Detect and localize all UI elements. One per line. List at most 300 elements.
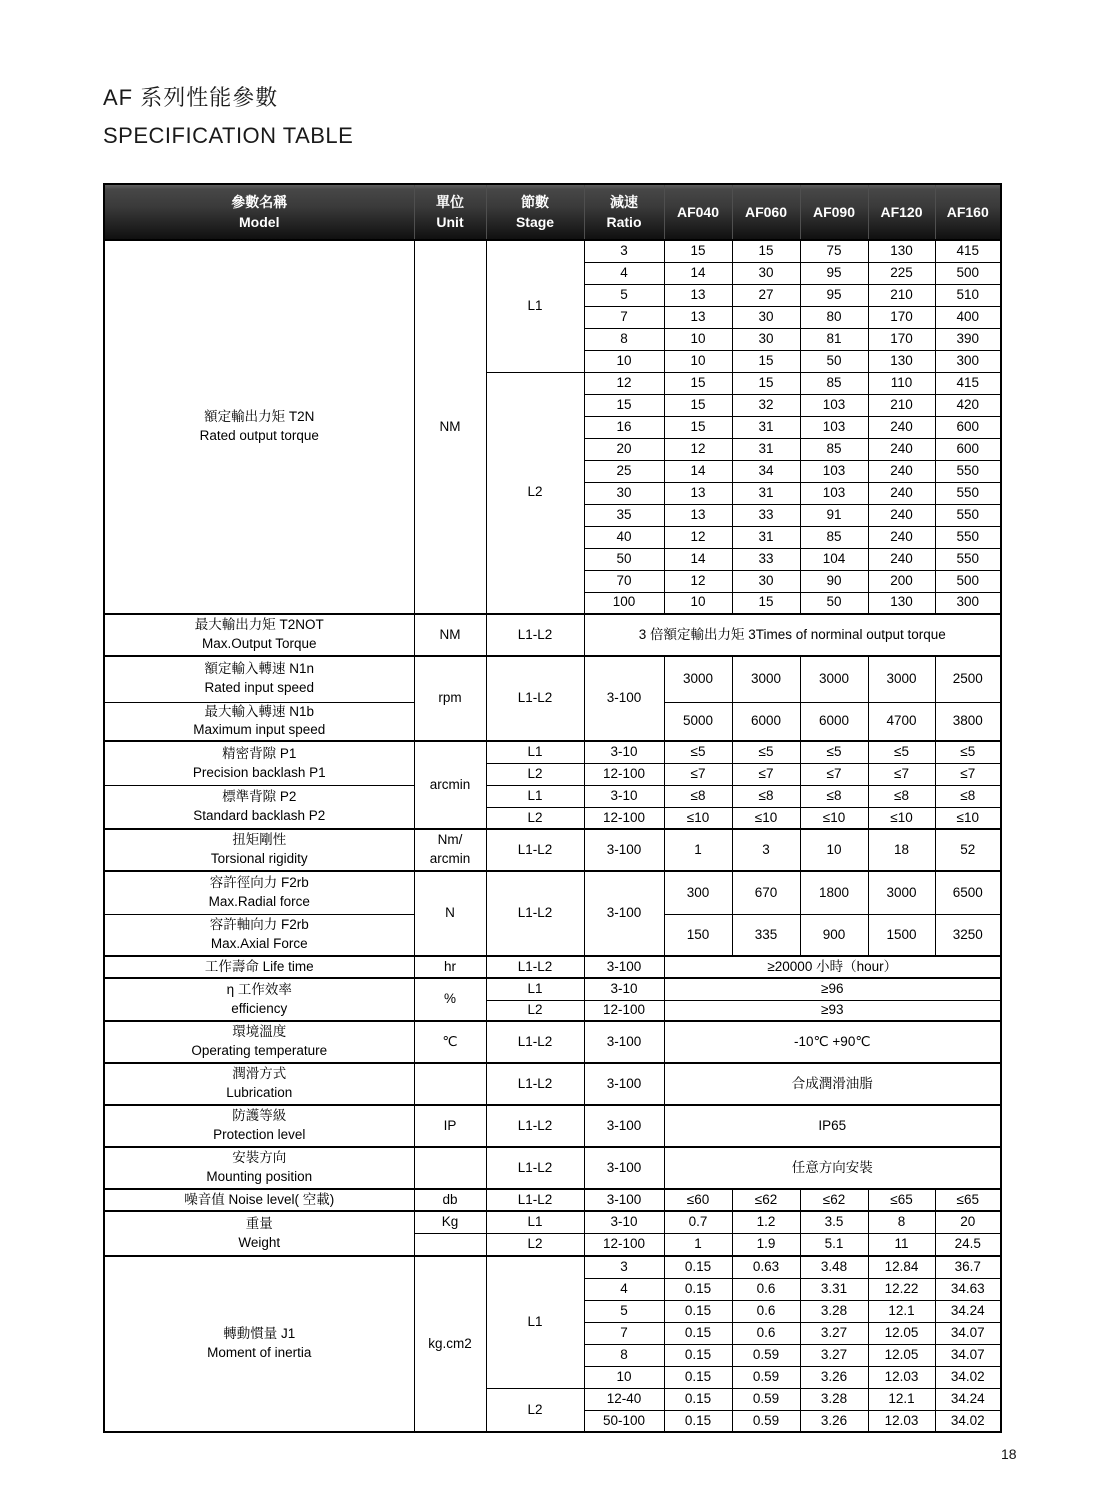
value-cell: 0.15 (664, 1344, 732, 1366)
value-cell: ≤8 (935, 785, 1001, 807)
ratio-cell: 10 (584, 1366, 664, 1388)
merged-value-cell: 任意方向安裝 (664, 1147, 1001, 1189)
ratio-cell: 3 (584, 240, 664, 262)
value-cell: 0.59 (732, 1410, 800, 1432)
ratio-cell: 15 (584, 394, 664, 416)
stage-cell: L1 (486, 741, 584, 763)
ratio-cell: 30 (584, 482, 664, 504)
value-cell: 11 (868, 1233, 935, 1256)
value-cell: 103 (800, 460, 868, 482)
merged-value-cell: -10℃ +90℃ (664, 1021, 1001, 1063)
value-cell: 31 (732, 526, 800, 548)
value-cell: 6000 (800, 702, 868, 741)
unit-cell (414, 1147, 486, 1189)
header-af060: AF060 (732, 184, 800, 240)
value-cell: 12 (664, 526, 732, 548)
value-cell: 300 (935, 592, 1001, 614)
spec-table (103, 183, 1002, 1433)
ratio-cell: 3-100 (584, 1063, 664, 1105)
value-cell: 1.9 (732, 1233, 800, 1256)
param-label: 環境溫度 Operating temperature (104, 1021, 414, 1063)
stage-cell: L2 (486, 807, 584, 829)
param-label: 額定輸出力矩 T2N Rated output torque (104, 240, 414, 614)
value-cell: 0.15 (664, 1322, 732, 1344)
value-cell: 20 (935, 1211, 1001, 1233)
page-title-zh: AF 系列性能參數 (103, 85, 279, 110)
param-label: 防護等級 Protection level (104, 1105, 414, 1147)
value-cell: 3000 (664, 656, 732, 702)
value-cell: 81 (800, 328, 868, 350)
value-cell: ≤60 (664, 1189, 732, 1211)
stage-cell: L2 (486, 763, 584, 785)
value-cell: 5000 (664, 702, 732, 741)
value-cell: 240 (868, 482, 935, 504)
value-cell: 8 (868, 1211, 935, 1233)
value-cell: 550 (935, 548, 1001, 570)
value-cell: 27 (732, 284, 800, 306)
ratio-cell: 12 (584, 372, 664, 394)
stage-cell: L1-L2 (486, 1021, 584, 1063)
value-cell: ≤65 (935, 1189, 1001, 1211)
value-cell: 80 (800, 306, 868, 328)
value-cell: 10 (664, 328, 732, 350)
value-cell: 15 (732, 592, 800, 614)
stage-cell: L1 (486, 785, 584, 807)
param-label: 轉動慣量 J1 Moment of inertia (104, 1256, 414, 1432)
merged-value-cell: IP65 (664, 1105, 1001, 1147)
value-cell: ≤8 (732, 785, 800, 807)
value-cell: 3000 (732, 656, 800, 702)
value-cell: ≤5 (868, 741, 935, 763)
value-cell: 90 (800, 570, 868, 592)
ratio-cell: 3-100 (584, 956, 664, 978)
value-cell: 0.59 (732, 1366, 800, 1388)
value-cell: 0.15 (664, 1366, 732, 1388)
unit-cell: IP (414, 1105, 486, 1147)
unit-cell: N (414, 871, 486, 956)
value-cell: ≤10 (664, 807, 732, 829)
table-row (104, 829, 1001, 871)
ratio-cell: 3 (584, 1256, 664, 1278)
value-cell: 0.63 (732, 1256, 800, 1278)
value-cell: 3.27 (800, 1322, 868, 1344)
param-label: 標準背隙 P2 Standard backlash P2 (104, 785, 414, 829)
value-cell: 12.1 (868, 1388, 935, 1410)
value-cell: 3.26 (800, 1366, 868, 1388)
value-cell: 3.28 (800, 1388, 868, 1410)
stage-cell: L1-L2 (486, 1063, 584, 1105)
table-row (104, 956, 1001, 978)
spec-table-header (104, 184, 1001, 240)
ratio-cell: 4 (584, 1278, 664, 1300)
value-cell: ≤5 (800, 741, 868, 763)
value-cell: 130 (868, 240, 935, 262)
header-unit: 單位 Unit (414, 184, 486, 240)
merged-value-cell: ≥96 (664, 978, 1001, 1000)
ratio-cell: 12-100 (584, 1233, 664, 1256)
ratio-cell: 7 (584, 306, 664, 328)
value-cell: 1800 (800, 871, 868, 914)
value-cell: 10 (664, 592, 732, 614)
ratio-cell: 40 (584, 526, 664, 548)
table-row (104, 240, 1001, 262)
param-label: 潤滑方式 Lubrication (104, 1063, 414, 1105)
table-row (104, 614, 1001, 656)
param-label: 安裝方向 Mounting position (104, 1147, 414, 1189)
ratio-cell: 3-100 (584, 829, 664, 871)
value-cell: 103 (800, 394, 868, 416)
value-cell: 12.05 (868, 1322, 935, 1344)
param-label: η 工作效率 efficiency (104, 978, 414, 1021)
value-cell: 110 (868, 372, 935, 394)
stage-cell: L1 (486, 1256, 584, 1388)
value-cell: 335 (732, 914, 800, 956)
value-cell: 12 (664, 438, 732, 460)
value-cell: 14 (664, 548, 732, 570)
unit-cell (414, 1063, 486, 1105)
value-cell: 670 (732, 871, 800, 914)
value-cell: 4700 (868, 702, 935, 741)
value-cell: 30 (732, 570, 800, 592)
value-cell: 1500 (868, 914, 935, 956)
value-cell: 13 (664, 482, 732, 504)
value-cell: 3.31 (800, 1278, 868, 1300)
value-cell: 0.6 (732, 1322, 800, 1344)
table-row (104, 978, 1001, 1000)
value-cell: 36.7 (935, 1256, 1001, 1278)
stage-cell: L1-L2 (486, 1147, 584, 1189)
header-af090: AF090 (800, 184, 868, 240)
page-number: 18 (1001, 1446, 1017, 1462)
value-cell: 10 (800, 829, 868, 871)
ratio-cell: 3-10 (584, 1211, 664, 1233)
value-cell: 14 (664, 262, 732, 284)
ratio-cell: 3-100 (584, 1105, 664, 1147)
page-title-en: SPECIFICATION TABLE (103, 123, 354, 149)
unit-cell (414, 1233, 486, 1256)
param-label: 精密背隙 P1 Precision backlash P1 (104, 741, 414, 785)
value-cell: 3.5 (800, 1211, 868, 1233)
value-cell: 85 (800, 372, 868, 394)
value-cell: 0.15 (664, 1410, 732, 1432)
value-cell: 34.07 (935, 1322, 1001, 1344)
value-cell: ≤65 (868, 1189, 935, 1211)
value-cell: 18 (868, 829, 935, 871)
table-row (104, 1063, 1001, 1105)
value-cell: ≤7 (868, 763, 935, 785)
value-cell: 3 (732, 829, 800, 871)
value-cell: 3800 (935, 702, 1001, 741)
value-cell: 95 (800, 284, 868, 306)
ratio-cell: 7 (584, 1322, 664, 1344)
value-cell: 12.03 (868, 1410, 935, 1432)
unit-cell: % (414, 978, 486, 1021)
table-row (104, 741, 1001, 763)
value-cell: 3000 (868, 656, 935, 702)
value-cell: 3000 (868, 871, 935, 914)
ratio-cell: 25 (584, 460, 664, 482)
value-cell: 32 (732, 394, 800, 416)
unit-cell: rpm (414, 656, 486, 741)
value-cell: 0.7 (664, 1211, 732, 1233)
value-cell: 34 (732, 460, 800, 482)
ratio-cell: 3-100 (584, 1189, 664, 1211)
value-cell: 0.15 (664, 1300, 732, 1322)
value-cell: 3.26 (800, 1410, 868, 1432)
param-label: 最大輸入轉速 N1b Maximum input speed (104, 702, 414, 741)
stage-cell: L1-L2 (486, 1105, 584, 1147)
value-cell: 30 (732, 328, 800, 350)
value-cell: ≤8 (800, 785, 868, 807)
table-row (104, 785, 1001, 807)
unit-cell: kg.cm2 (414, 1256, 486, 1432)
value-cell: 12.22 (868, 1278, 935, 1300)
value-cell: 240 (868, 526, 935, 548)
value-cell: ≤8 (664, 785, 732, 807)
value-cell: 34.24 (935, 1388, 1001, 1410)
value-cell: 12.05 (868, 1344, 935, 1366)
stage-cell: L1-L2 (486, 956, 584, 978)
value-cell: 33 (732, 504, 800, 526)
value-cell: 13 (664, 306, 732, 328)
value-cell: 210 (868, 284, 935, 306)
ratio-cell: 5 (584, 284, 664, 306)
value-cell: 550 (935, 482, 1001, 504)
param-label: 容許徑向力 F2rb Max.Radial force (104, 871, 414, 914)
stage-cell: L1-L2 (486, 656, 584, 741)
ratio-cell: 3-100 (584, 656, 664, 741)
value-cell: 300 (935, 350, 1001, 372)
unit-cell: hr (414, 956, 486, 978)
value-cell: 210 (868, 394, 935, 416)
param-label: 最大輸出力矩 T2NOT Max.Output Torque (104, 614, 414, 656)
value-cell: 10 (664, 350, 732, 372)
ratio-cell: 12-100 (584, 807, 664, 829)
value-cell: 6500 (935, 871, 1001, 914)
value-cell: 1 (664, 1233, 732, 1256)
value-cell: 91 (800, 504, 868, 526)
value-cell: 500 (935, 262, 1001, 284)
header-row (104, 184, 1001, 240)
value-cell: 30 (732, 306, 800, 328)
stage-cell: L2 (486, 1233, 584, 1256)
header-af120: AF120 (868, 184, 935, 240)
table-row (104, 1105, 1001, 1147)
unit-cell: arcmin (414, 741, 486, 829)
value-cell: 15 (664, 394, 732, 416)
table-row (104, 1189, 1001, 1211)
stage-cell: L1 (486, 240, 584, 372)
value-cell: ≤8 (868, 785, 935, 807)
value-cell: 0.59 (732, 1388, 800, 1410)
value-cell: 200 (868, 570, 935, 592)
param-label: 扭矩剛性 Torsional rigidity (104, 829, 414, 871)
value-cell: 0.15 (664, 1388, 732, 1410)
value-cell: 12.84 (868, 1256, 935, 1278)
value-cell: 104 (800, 548, 868, 570)
value-cell: 85 (800, 438, 868, 460)
value-cell: 50 (800, 592, 868, 614)
value-cell: 500 (935, 570, 1001, 592)
ratio-cell: 20 (584, 438, 664, 460)
merged-value-cell: 合成潤滑油脂 (664, 1063, 1001, 1105)
table-row (104, 871, 1001, 914)
value-cell: ≤62 (732, 1189, 800, 1211)
value-cell: 240 (868, 438, 935, 460)
param-label: 額定輸入轉速 N1n Rated input speed (104, 656, 414, 702)
ratio-cell: 8 (584, 328, 664, 350)
stage-cell: L1-L2 (486, 1189, 584, 1211)
value-cell: ≤5 (732, 741, 800, 763)
stage-cell: L1 (486, 1211, 584, 1233)
value-cell: 600 (935, 416, 1001, 438)
value-cell: 130 (868, 350, 935, 372)
value-cell: 50 (800, 350, 868, 372)
ratio-cell: 3-10 (584, 785, 664, 807)
param-label: 重量 Weight (104, 1211, 414, 1256)
value-cell: 52 (935, 829, 1001, 871)
value-cell: 240 (868, 504, 935, 526)
value-cell: 12.03 (868, 1366, 935, 1388)
stage-cell: L1-L2 (486, 871, 584, 956)
value-cell: ≤10 (800, 807, 868, 829)
value-cell: 3.48 (800, 1256, 868, 1278)
table-row (104, 1021, 1001, 1063)
value-cell: ≤10 (732, 807, 800, 829)
value-cell: 415 (935, 240, 1001, 262)
unit-cell: ℃ (414, 1021, 486, 1063)
value-cell: 400 (935, 306, 1001, 328)
value-cell: 600 (935, 438, 1001, 460)
value-cell: 150 (664, 914, 732, 956)
value-cell: 34.02 (935, 1410, 1001, 1432)
value-cell: 3000 (800, 656, 868, 702)
page-header (103, 86, 353, 148)
value-cell: ≤5 (935, 741, 1001, 763)
value-cell: ≤7 (935, 763, 1001, 785)
table-row (104, 1211, 1001, 1233)
unit-cell: Kg (414, 1211, 486, 1233)
value-cell: 85 (800, 526, 868, 548)
value-cell: 34.63 (935, 1278, 1001, 1300)
param-label: 工作壽命 Life time (104, 956, 414, 978)
value-cell: 0.15 (664, 1256, 732, 1278)
value-cell: 0.6 (732, 1278, 800, 1300)
value-cell: 31 (732, 416, 800, 438)
ratio-cell: 12-100 (584, 763, 664, 785)
value-cell: 1.2 (732, 1211, 800, 1233)
value-cell: 3.28 (800, 1300, 868, 1322)
value-cell: ≤5 (664, 741, 732, 763)
ratio-cell: 3-100 (584, 1021, 664, 1063)
value-cell: 15 (664, 416, 732, 438)
unit-cell: Nm/ arcmin (414, 829, 486, 871)
value-cell: 170 (868, 328, 935, 350)
value-cell: 34.02 (935, 1366, 1001, 1388)
value-cell: 420 (935, 394, 1001, 416)
value-cell: 15 (732, 350, 800, 372)
ratio-cell: 50 (584, 548, 664, 570)
stage-cell: L1-L2 (486, 829, 584, 871)
merged-value-cell: 3 倍額定輸出力矩 3Times of norminal output torque (584, 614, 1001, 656)
value-cell: 300 (664, 871, 732, 914)
unit-cell: NM (414, 614, 486, 656)
header-stage: 節數 Stage (486, 184, 584, 240)
value-cell: 1 (664, 829, 732, 871)
ratio-cell: 3-100 (584, 871, 664, 956)
param-label: 容許軸向力 F2rb Max.Axial Force (104, 914, 414, 956)
value-cell: 30 (732, 262, 800, 284)
value-cell: 0.6 (732, 1300, 800, 1322)
value-cell: 13 (664, 284, 732, 306)
value-cell: 5.1 (800, 1233, 868, 1256)
value-cell: 170 (868, 306, 935, 328)
value-cell: 15 (732, 372, 800, 394)
value-cell: 550 (935, 504, 1001, 526)
value-cell: 510 (935, 284, 1001, 306)
value-cell: 2500 (935, 656, 1001, 702)
value-cell: 3.27 (800, 1344, 868, 1366)
value-cell: 390 (935, 328, 1001, 350)
unit-cell: NM (414, 240, 486, 614)
merged-value-cell: ≥20000 小時（hour） (664, 956, 1001, 978)
value-cell: 33 (732, 548, 800, 570)
value-cell: 95 (800, 262, 868, 284)
header-af040: AF040 (664, 184, 732, 240)
value-cell: 34.24 (935, 1300, 1001, 1322)
value-cell: 0.15 (664, 1278, 732, 1300)
value-cell: 240 (868, 460, 935, 482)
value-cell: ≤10 (868, 807, 935, 829)
value-cell: 0.59 (732, 1344, 800, 1366)
ratio-cell: 3-100 (584, 1147, 664, 1189)
value-cell: 550 (935, 526, 1001, 548)
ratio-cell: 70 (584, 570, 664, 592)
value-cell: 900 (800, 914, 868, 956)
stage-cell: L1-L2 (486, 614, 584, 656)
value-cell: ≤7 (732, 763, 800, 785)
merged-value-cell: ≥93 (664, 1000, 1001, 1021)
value-cell: 13 (664, 504, 732, 526)
value-cell: 31 (732, 482, 800, 504)
ratio-cell: 10 (584, 350, 664, 372)
value-cell: 24.5 (935, 1233, 1001, 1256)
ratio-cell: 4 (584, 262, 664, 284)
table-row (104, 1256, 1001, 1278)
value-cell: 15 (664, 240, 732, 262)
value-cell: 240 (868, 548, 935, 570)
value-cell: 6000 (732, 702, 800, 741)
ratio-cell: 8 (584, 1344, 664, 1366)
value-cell: ≤62 (800, 1189, 868, 1211)
value-cell: 12.1 (868, 1300, 935, 1322)
ratio-cell: 100 (584, 592, 664, 614)
header-model: 參數名稱 Model (104, 184, 414, 240)
value-cell: 225 (868, 262, 935, 284)
table-row (104, 1147, 1001, 1189)
spec-table-body (104, 240, 1001, 1432)
value-cell: 31 (732, 438, 800, 460)
param-label: 噪音值 Noise level( 空載) (104, 1189, 414, 1211)
stage-cell: L2 (486, 372, 584, 614)
value-cell: ≤7 (664, 763, 732, 785)
value-cell: 14 (664, 460, 732, 482)
value-cell: 15 (732, 240, 800, 262)
value-cell: 103 (800, 482, 868, 504)
value-cell: 415 (935, 372, 1001, 394)
ratio-cell: 5 (584, 1300, 664, 1322)
stage-cell: L1 (486, 978, 584, 1000)
